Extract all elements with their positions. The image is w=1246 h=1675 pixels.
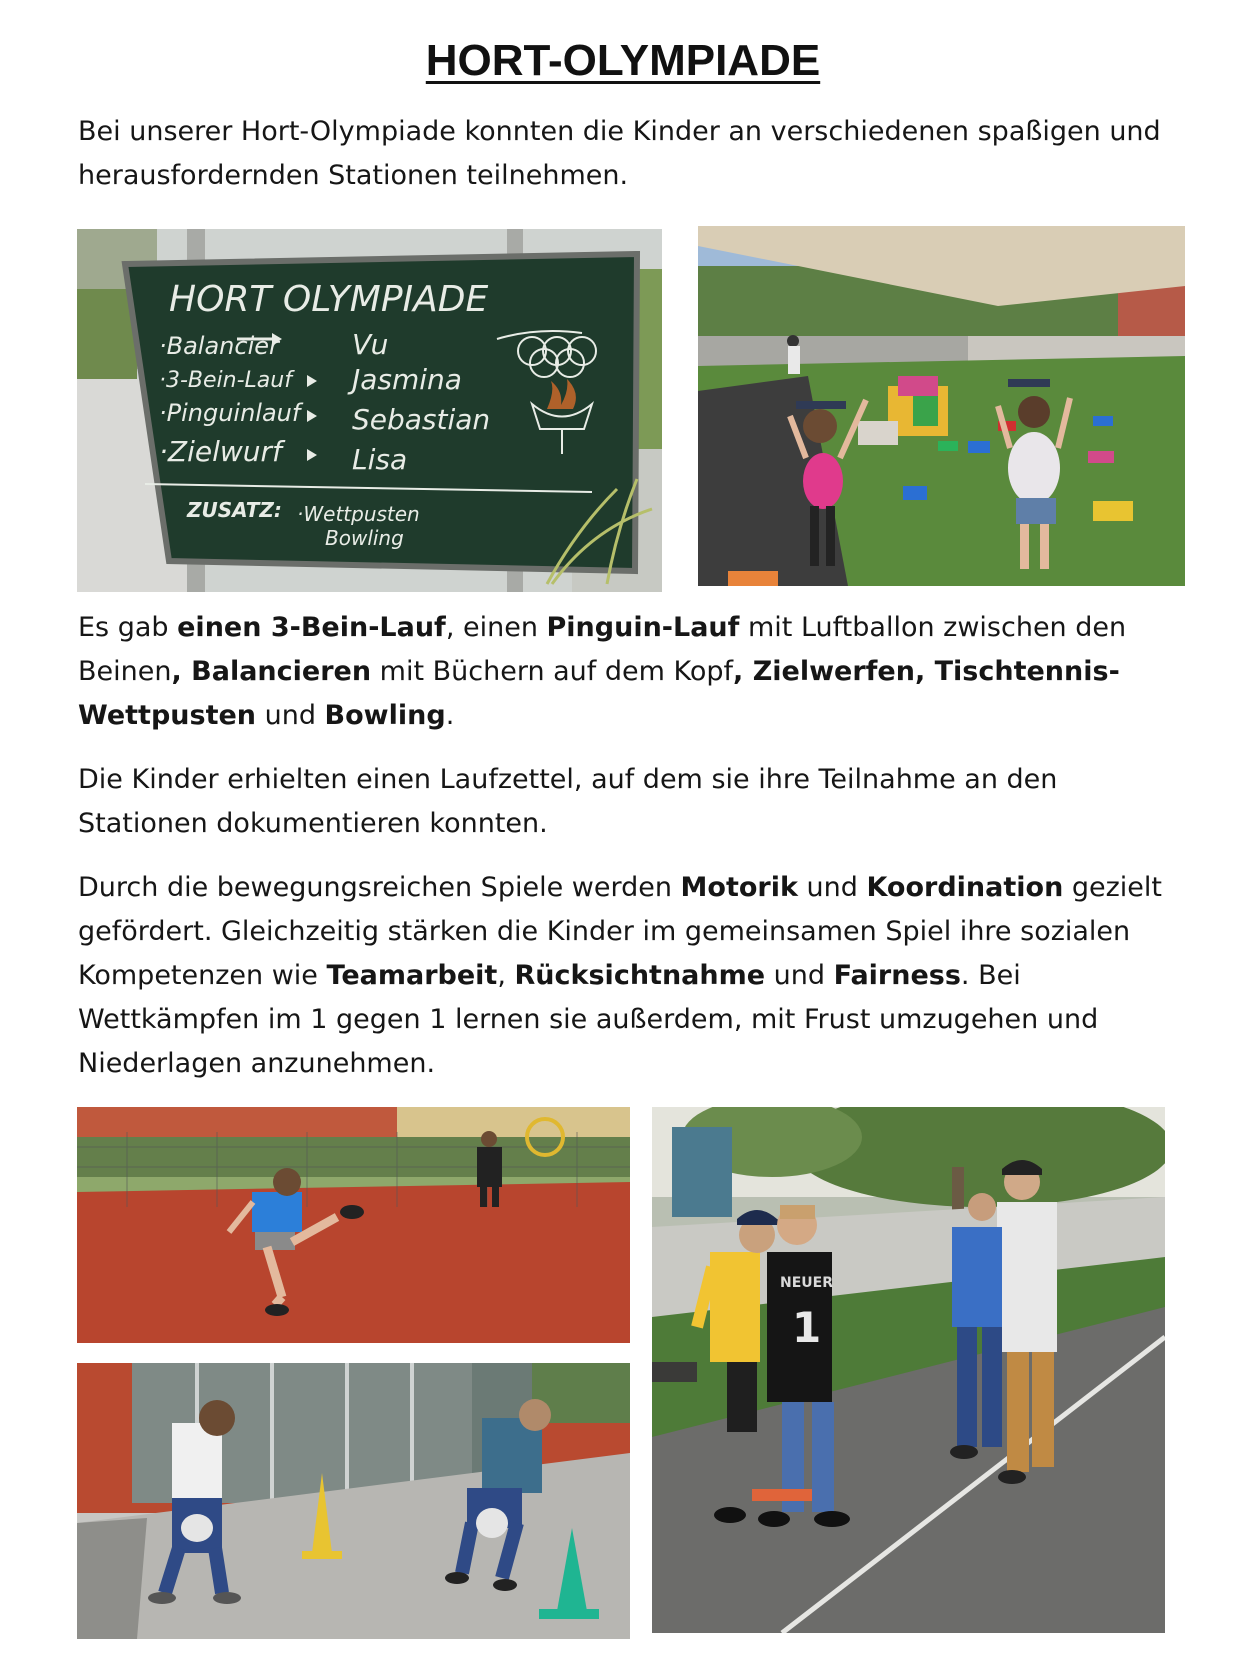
- stations-bold-zielwerfen: , Zielwerfen, Tischtennis-Wettpusten: [78, 656, 1120, 731]
- benefits-text-2: und: [797, 872, 867, 903]
- chalk-station-3: ·Pinguinlauf: [159, 399, 301, 427]
- chalk-extra-label: ZUSATZ:: [187, 498, 282, 522]
- photo-court-kick: [77, 1107, 630, 1343]
- stations-bold-bowling: Bowling: [324, 700, 446, 731]
- chalk-name-4: Lisa: [352, 443, 408, 476]
- chalk-name-2: Jasmina: [352, 363, 462, 396]
- stations-text-4: mit Büchern auf dem Kopf: [371, 656, 734, 687]
- chalk-name-1: Vu: [352, 328, 389, 361]
- benefits-paragraph: [78, 866, 1178, 1086]
- chalk-station-4: ·Zielwurf: [159, 435, 282, 468]
- stations-text-5: und: [256, 700, 325, 731]
- intro-paragraph: Bei unserer Hort-Olympiade konnten die Kinder an verschiedenen spaßigen und herausfordernden Stationen teilnehmen.: [78, 116, 1161, 191]
- laufzettel-paragraph: Die Kinder erhielten einen Laufzettel, auf dem sie ihre Teilnahme an den Stationen dokumentieren konnten.: [78, 764, 1058, 839]
- stations-bold-balancieren: , Balancieren: [171, 656, 372, 687]
- photo-penguin-walk: [77, 1363, 630, 1639]
- chalk-extra-2: Bowling: [325, 526, 404, 550]
- stations-text-6: .: [445, 700, 455, 731]
- jersey-name: NEUER: [780, 1275, 833, 1291]
- stations-text-3: mit Luftballon zwischen den Beinen: [78, 612, 1127, 687]
- chalkboard-heading: HORT OLYMPIADE: [169, 279, 489, 320]
- benefits-bold-motorik: Motorik: [680, 872, 798, 903]
- benefits-bold-koordination: Koordination: [866, 872, 1064, 903]
- stations-paragraph: [78, 606, 1178, 738]
- benefits-text-5: und: [765, 960, 834, 991]
- benefits-bold-fairness: Fairness: [833, 960, 961, 991]
- benefits-text-1: Durch die bewegungsreichen Spiele werden: [78, 872, 681, 903]
- photo-turf-playground: [698, 226, 1185, 586]
- chalk-station-1: ·Balancier: [159, 332, 279, 360]
- stations-bold-pinguin-lauf: Pinguin-Lauf: [546, 612, 740, 643]
- photo-three-legged-walk: [652, 1107, 1165, 1633]
- photo-chalkboard: [77, 229, 662, 592]
- chalk-station-2: ·3-Bein-Lauf: [159, 368, 292, 393]
- benefits-text-6: . Bei Wettkämpfen im 1 gegen 1 lernen sie außerdem, mit Frust umzugehen und Niederlagen anzunehmen.: [78, 960, 1099, 1079]
- stations-text-1: Es gab: [78, 612, 178, 643]
- chalk-name-3: Sebastian: [352, 403, 491, 436]
- stations-text-2: , einen: [445, 612, 547, 643]
- benefits-text-4: ,: [497, 960, 515, 991]
- stations-bold-3-bein-lauf: einen 3-Bein-Lauf: [177, 612, 446, 643]
- benefits-text-3: gezielt gefördert. Gleichzeitig stärken die Kinder im gemeinsamen Spiel ihre sozialen Kompetenzen wie: [78, 872, 1163, 991]
- page-title: HORT-OLYMPIADE: [425, 36, 821, 85]
- benefits-bold-teamarbeit: Teamarbeit: [326, 960, 498, 991]
- chalk-extra-1: ·Wettpusten: [297, 502, 420, 526]
- jersey-number: 1: [792, 1303, 822, 1352]
- benefits-bold-ruecksichtnahme: Rücksichtnahme: [514, 960, 766, 991]
